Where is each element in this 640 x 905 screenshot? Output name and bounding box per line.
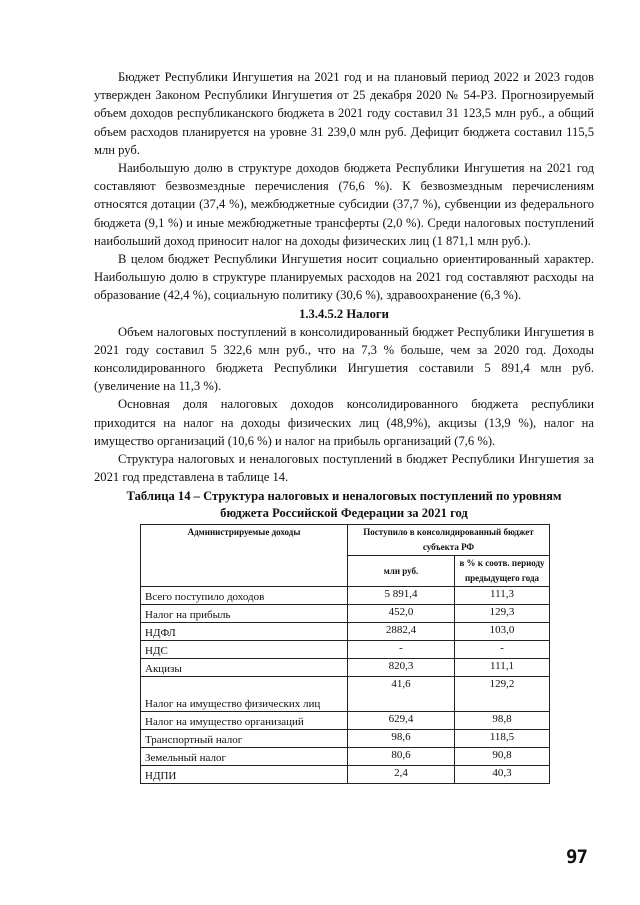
- row-mln: -: [348, 641, 455, 659]
- row-name: НДПИ: [141, 766, 348, 784]
- table-row: [141, 730, 550, 748]
- row-pct: 40,3: [455, 766, 550, 784]
- table-row: [141, 641, 550, 659]
- header-consolidated-budget: Поступило в консолидированный бюджет субъекта РФ: [348, 525, 550, 556]
- row-name: Транспортный налог: [141, 730, 348, 748]
- header-pct-prev-year: в % к соотв. периоду предыдущего года: [455, 556, 550, 587]
- table-row: [141, 605, 550, 623]
- paragraph-expenses: В целом бюджет Республики Ингушетия носит социально ориентированный характер. Наибольшую долю в структуре планируемых расходов на 2021 год составляют расходы на образование (42,4 %), социальную политику (30,6 %), здравоохранение (6,3 %).: [94, 252, 594, 303]
- row-mln: 80,6: [348, 748, 455, 766]
- table-row: [141, 748, 550, 766]
- row-mln: 41,6: [348, 677, 455, 712]
- revenue-table: [140, 524, 550, 784]
- row-pct: 90,8: [455, 748, 550, 766]
- row-name: НДС: [141, 641, 348, 659]
- row-pct: 111,1: [455, 659, 550, 677]
- paragraph-table-ref: Структура налоговых и неналоговых поступлений в бюджет Республики Ингушетия за 2021 год представлена в таблице 14.: [94, 452, 594, 485]
- page-number: 97: [566, 846, 587, 868]
- row-name: Всего поступило доходов: [141, 587, 348, 605]
- table-caption-line2: бюджета Российской Федерации за 2021 год: [220, 506, 468, 521]
- table-row: [141, 659, 550, 677]
- table-row: [141, 712, 550, 730]
- row-pct: -: [455, 641, 550, 659]
- paragraph-budget-law: Бюджет Республики Ингушетия на 2021 год и на плановый период 2022 и 2023 годов утвержден Законом Республики Ингушетия от 25 декабря 2020 № 54-РЗ. Прогнозируемый объем доходов республиканского бюджета в 2021 году составил 31 123,5 млн руб., а общий объем расходов планируется на уровне 31 239,0 млн руб. Дефицит бюджета составил 115,5 млн руб.: [94, 70, 594, 157]
- row-name: Акцизы: [141, 659, 348, 677]
- row-pct: 129,3: [455, 605, 550, 623]
- row-pct: 111,3: [455, 587, 550, 605]
- row-pct: 118,5: [455, 730, 550, 748]
- row-mln: 2882,4: [348, 623, 455, 641]
- table-row: [141, 587, 550, 605]
- row-pct: 98,8: [455, 712, 550, 730]
- row-pct: 129,2: [455, 677, 550, 712]
- paragraph-tax-shares: Основная доля налоговых доходов консолидированного бюджета республики приходится на налог на доходы физических лиц (48,9%), акцизы (13,9 %), налог на имущество организаций (10,6 %) и налог на прибыль организаций (7,6 %).: [94, 397, 594, 448]
- row-pct: 103,0: [455, 623, 550, 641]
- row-name: Налог на имущество физических лиц: [141, 677, 348, 712]
- row-mln: 452,0: [348, 605, 455, 623]
- header-mln-rub: млн руб.: [348, 556, 455, 587]
- table-caption-line1: Таблица 14 – Структура налоговых и неналоговых поступлений по уровням: [126, 489, 562, 504]
- table-row: [141, 623, 550, 641]
- table-row: [141, 766, 550, 784]
- row-name: Налог на прибыль: [141, 605, 348, 623]
- row-name: НДФЛ: [141, 623, 348, 641]
- table-caption: [94, 488, 594, 522]
- table-row: [141, 677, 550, 712]
- row-mln: 629,4: [348, 712, 455, 730]
- document-page: [94, 68, 594, 784]
- row-mln: 98,6: [348, 730, 455, 748]
- row-mln: 820,3: [348, 659, 455, 677]
- row-mln: 5 891,4: [348, 587, 455, 605]
- section-title: 1.3.4.5.2 Налоги: [299, 306, 389, 321]
- row-name: Земельный налог: [141, 748, 348, 766]
- header-admin-revenues: Администрируемые доходы: [141, 525, 348, 587]
- row-name: Налог на имущество организаций: [141, 712, 348, 730]
- paragraph-tax-volume: Объем налоговых поступлений в консолидированный бюджет Республики Ингушетия в 2021 году составил 5 322,6 млн руб., что на 7,3 % больше, чем за 2020 год. Доходы консолидированного бюджета Республики Ингушетия составили 5 891,4 млн руб. (увеличение на 11,3 %).: [94, 324, 594, 394]
- paragraph-income-structure: Наибольшую долю в структуре доходов бюджета Республики Ингушетия на 2021 год составляют безвозмездные перечисления (76,6 %). К безвозмездным перечислениям относятся дотации (37,4 %), межбюджетные субсидии (37,7 %), субвенции из федерального бюджета (9,1 %) и иные межбюджетные трансферты (2,0 %). Среди налоговых поступлений наибольший доход приносит налог на доходы физических лиц (1 871,1 млн руб.).: [94, 161, 594, 248]
- row-mln: 2,4: [348, 766, 455, 784]
